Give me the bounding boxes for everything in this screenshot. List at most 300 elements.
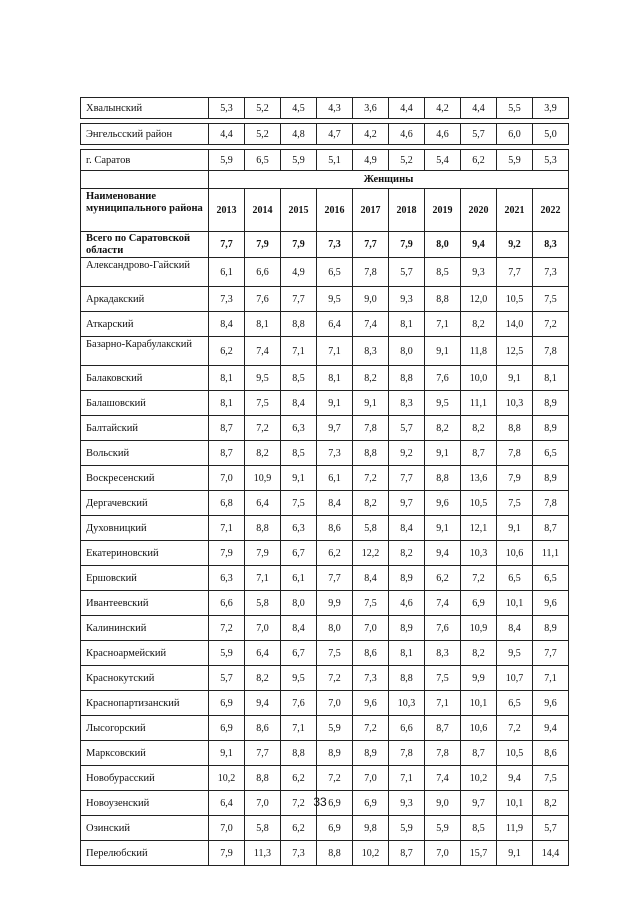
section-row bbox=[81, 171, 569, 189]
value-cell: 6,9 bbox=[317, 816, 353, 841]
value-cell: 6,2 bbox=[281, 816, 317, 841]
table-row bbox=[81, 150, 569, 171]
value-cell: 5,1 bbox=[317, 150, 353, 171]
value-cell: 8,8 bbox=[389, 666, 425, 691]
district-name: Балтайский bbox=[81, 416, 209, 441]
value-cell: 8,9 bbox=[533, 466, 569, 491]
value-cell: 13,6 bbox=[461, 466, 497, 491]
page-number: 33 bbox=[313, 795, 327, 809]
value-cell: 8,7 bbox=[425, 716, 461, 741]
value-cell: 7,4 bbox=[425, 766, 461, 791]
table-women-section bbox=[81, 171, 569, 866]
value-cell: 7,1 bbox=[533, 666, 569, 691]
value-cell: 4,5 bbox=[281, 98, 317, 119]
value-cell: 9,1 bbox=[425, 337, 461, 366]
value-cell: 8,5 bbox=[461, 816, 497, 841]
value-cell: 7,9 bbox=[245, 541, 281, 566]
table-row bbox=[81, 841, 569, 866]
value-cell: 6,7 bbox=[281, 541, 317, 566]
value-cell: 10,0 bbox=[461, 366, 497, 391]
table-row bbox=[81, 124, 569, 145]
value-cell: 6,1 bbox=[317, 466, 353, 491]
value-cell: 6,1 bbox=[281, 566, 317, 591]
value-cell: 6,5 bbox=[533, 441, 569, 466]
total-value: 7,9 bbox=[389, 232, 425, 258]
value-cell: 4,3 bbox=[317, 98, 353, 119]
value-cell: 9,7 bbox=[317, 416, 353, 441]
value-cell: 7,2 bbox=[317, 766, 353, 791]
value-cell: 5,5 bbox=[497, 98, 533, 119]
value-cell: 7,0 bbox=[317, 691, 353, 716]
year-header: 2019 bbox=[425, 189, 461, 232]
value-cell: 5,0 bbox=[533, 124, 569, 145]
value-cell: 7,1 bbox=[317, 337, 353, 366]
value-cell: 6,6 bbox=[389, 716, 425, 741]
value-cell: 8,6 bbox=[353, 641, 389, 666]
value-cell: 6,9 bbox=[461, 591, 497, 616]
value-cell: 6,5 bbox=[497, 691, 533, 716]
value-cell: 7,0 bbox=[425, 841, 461, 866]
value-cell: 9,6 bbox=[533, 591, 569, 616]
value-cell: 9,3 bbox=[389, 287, 425, 312]
value-cell: 6,2 bbox=[317, 541, 353, 566]
value-cell: 7,4 bbox=[245, 337, 281, 366]
value-cell: 8,8 bbox=[281, 312, 317, 337]
value-cell: 10,9 bbox=[245, 466, 281, 491]
table-row bbox=[81, 391, 569, 416]
value-cell: 7,0 bbox=[245, 616, 281, 641]
district-name: Аткарский bbox=[81, 312, 209, 337]
value-cell: 10,2 bbox=[209, 766, 245, 791]
value-cell: 9,5 bbox=[245, 366, 281, 391]
district-name: Лысогорский bbox=[81, 716, 209, 741]
value-cell: 6,5 bbox=[497, 566, 533, 591]
value-cell: 8,5 bbox=[281, 441, 317, 466]
value-cell: 9,2 bbox=[389, 441, 425, 466]
value-cell: 6,9 bbox=[209, 691, 245, 716]
table-row bbox=[81, 287, 569, 312]
district-name: Балашовский bbox=[81, 391, 209, 416]
value-cell: 5,8 bbox=[353, 516, 389, 541]
value-cell: 8,4 bbox=[353, 566, 389, 591]
value-cell: 8,0 bbox=[317, 616, 353, 641]
section-empty-cell bbox=[81, 171, 209, 189]
value-cell: 4,2 bbox=[353, 124, 389, 145]
value-cell: 6,9 bbox=[317, 791, 353, 816]
value-cell: 8,1 bbox=[209, 391, 245, 416]
value-cell: 10,2 bbox=[353, 841, 389, 866]
value-cell: 6,4 bbox=[209, 791, 245, 816]
year-header: 2015 bbox=[281, 189, 317, 232]
district-name: Базарно-Карабулакский bbox=[81, 337, 209, 366]
value-cell: 7,5 bbox=[533, 766, 569, 791]
value-cell: 8,3 bbox=[425, 641, 461, 666]
value-cell: 8,7 bbox=[461, 441, 497, 466]
section-title: Женщины bbox=[209, 171, 569, 189]
value-cell: 9,8 bbox=[353, 816, 389, 841]
value-cell: 7,9 bbox=[209, 541, 245, 566]
district-name: Воскресенский bbox=[81, 466, 209, 491]
value-cell: 6,3 bbox=[281, 416, 317, 441]
value-cell: 7,0 bbox=[245, 791, 281, 816]
value-cell: 9,1 bbox=[425, 516, 461, 541]
value-cell: 6,4 bbox=[245, 491, 281, 516]
value-cell: 8,4 bbox=[497, 616, 533, 641]
value-cell: 8,2 bbox=[461, 641, 497, 666]
district-name: Новоузенский bbox=[81, 791, 209, 816]
value-cell: 5,9 bbox=[209, 150, 245, 171]
table-row bbox=[81, 466, 569, 491]
district-name: Хвалынский bbox=[81, 98, 209, 119]
district-name: Александрово-Гайский bbox=[81, 258, 209, 287]
value-cell: 7,5 bbox=[497, 491, 533, 516]
district-name: Озинский bbox=[81, 816, 209, 841]
value-cell: 7,5 bbox=[353, 591, 389, 616]
table-row bbox=[81, 566, 569, 591]
mortality-table bbox=[80, 97, 569, 866]
value-cell: 5,9 bbox=[209, 641, 245, 666]
value-cell: 14,0 bbox=[497, 312, 533, 337]
value-cell: 8,2 bbox=[461, 312, 497, 337]
value-cell: 10,2 bbox=[461, 766, 497, 791]
value-cell: 10,3 bbox=[497, 391, 533, 416]
value-cell: 9,5 bbox=[317, 287, 353, 312]
value-cell: 8,0 bbox=[389, 337, 425, 366]
value-cell: 6,7 bbox=[281, 641, 317, 666]
value-cell: 6,5 bbox=[245, 150, 281, 171]
value-cell: 7,1 bbox=[389, 766, 425, 791]
value-cell: 8,8 bbox=[425, 466, 461, 491]
value-cell: 7,0 bbox=[209, 466, 245, 491]
value-cell: 8,1 bbox=[389, 312, 425, 337]
table-row bbox=[81, 641, 569, 666]
value-cell: 7,9 bbox=[209, 841, 245, 866]
value-cell: 8,1 bbox=[209, 366, 245, 391]
year-header: 2022 bbox=[533, 189, 569, 232]
value-cell: 9,4 bbox=[497, 766, 533, 791]
header-name-label: Наименование муниципального района bbox=[81, 189, 209, 232]
district-name: Перелюбский bbox=[81, 841, 209, 866]
value-cell: 6,6 bbox=[245, 258, 281, 287]
value-cell: 10,6 bbox=[461, 716, 497, 741]
table-row bbox=[81, 516, 569, 541]
value-cell: 6,4 bbox=[245, 641, 281, 666]
value-cell: 10,1 bbox=[497, 791, 533, 816]
value-cell: 8,4 bbox=[281, 391, 317, 416]
value-cell: 7,5 bbox=[281, 491, 317, 516]
value-cell: 7,5 bbox=[533, 287, 569, 312]
value-cell: 7,9 bbox=[497, 466, 533, 491]
value-cell: 8,3 bbox=[353, 337, 389, 366]
value-cell: 12,1 bbox=[461, 516, 497, 541]
table-row bbox=[81, 416, 569, 441]
value-cell: 8,1 bbox=[245, 312, 281, 337]
value-cell: 8,7 bbox=[389, 841, 425, 866]
value-cell: 8,8 bbox=[389, 366, 425, 391]
value-cell: 8,2 bbox=[245, 666, 281, 691]
value-cell: 9,4 bbox=[245, 691, 281, 716]
value-cell: 6,5 bbox=[533, 566, 569, 591]
table-row bbox=[81, 98, 569, 119]
value-cell: 12,5 bbox=[497, 337, 533, 366]
value-cell: 7,2 bbox=[497, 716, 533, 741]
district-name: Ершовский bbox=[81, 566, 209, 591]
value-cell: 8,2 bbox=[245, 441, 281, 466]
value-cell: 6,9 bbox=[209, 716, 245, 741]
value-cell: 9,3 bbox=[389, 791, 425, 816]
district-name: Дергачевский bbox=[81, 491, 209, 516]
value-cell: 15,7 bbox=[461, 841, 497, 866]
value-cell: 8,9 bbox=[533, 616, 569, 641]
value-cell: 6,3 bbox=[209, 566, 245, 591]
value-cell: 5,7 bbox=[461, 124, 497, 145]
value-cell: 7,3 bbox=[533, 258, 569, 287]
value-cell: 8,2 bbox=[425, 416, 461, 441]
value-cell: 7,1 bbox=[281, 716, 317, 741]
value-cell: 9,7 bbox=[389, 491, 425, 516]
value-cell: 9,5 bbox=[497, 641, 533, 666]
value-cell: 8,7 bbox=[209, 441, 245, 466]
value-cell: 7,8 bbox=[425, 741, 461, 766]
value-cell: 4,4 bbox=[461, 98, 497, 119]
value-cell: 14,4 bbox=[533, 841, 569, 866]
table-row bbox=[81, 312, 569, 337]
value-cell: 7,7 bbox=[317, 566, 353, 591]
value-cell: 6,2 bbox=[461, 150, 497, 171]
value-cell: 9,1 bbox=[353, 391, 389, 416]
value-cell: 7,8 bbox=[389, 741, 425, 766]
value-cell: 4,6 bbox=[425, 124, 461, 145]
value-cell: 4,9 bbox=[353, 150, 389, 171]
district-name: г. Саратов bbox=[81, 150, 209, 171]
value-cell: 5,7 bbox=[209, 666, 245, 691]
value-cell: 10,6 bbox=[497, 541, 533, 566]
value-cell: 7,5 bbox=[317, 641, 353, 666]
value-cell: 8,8 bbox=[281, 741, 317, 766]
value-cell: 9,6 bbox=[425, 491, 461, 516]
value-cell: 7,3 bbox=[317, 441, 353, 466]
value-cell: 6,3 bbox=[281, 516, 317, 541]
year-header: 2014 bbox=[245, 189, 281, 232]
value-cell: 8,7 bbox=[461, 741, 497, 766]
value-cell: 8,5 bbox=[281, 366, 317, 391]
value-cell: 8,3 bbox=[389, 391, 425, 416]
total-value: 7,7 bbox=[353, 232, 389, 258]
value-cell: 9,1 bbox=[425, 441, 461, 466]
table-row bbox=[81, 816, 569, 841]
value-cell: 8,2 bbox=[389, 541, 425, 566]
value-cell: 7,8 bbox=[353, 258, 389, 287]
value-cell: 10,3 bbox=[461, 541, 497, 566]
value-cell: 7,6 bbox=[281, 691, 317, 716]
district-name: Аркадакский bbox=[81, 287, 209, 312]
table-row bbox=[81, 258, 569, 287]
year-header: 2017 bbox=[353, 189, 389, 232]
value-cell: 7,3 bbox=[209, 287, 245, 312]
value-cell: 9,1 bbox=[281, 466, 317, 491]
value-cell: 8,0 bbox=[281, 591, 317, 616]
value-cell: 5,7 bbox=[389, 258, 425, 287]
value-cell: 7,5 bbox=[425, 666, 461, 691]
value-cell: 6,4 bbox=[317, 312, 353, 337]
district-name: Энгельсский район bbox=[81, 124, 209, 145]
value-cell: 7,1 bbox=[425, 312, 461, 337]
value-cell: 10,5 bbox=[497, 741, 533, 766]
value-cell: 7,2 bbox=[461, 566, 497, 591]
value-cell: 9,5 bbox=[425, 391, 461, 416]
value-cell: 7,7 bbox=[497, 258, 533, 287]
total-value: 7,7 bbox=[209, 232, 245, 258]
value-cell: 4,8 bbox=[281, 124, 317, 145]
district-name: Вольский bbox=[81, 441, 209, 466]
total-row bbox=[81, 232, 569, 258]
value-cell: 10,5 bbox=[461, 491, 497, 516]
year-header: 2018 bbox=[389, 189, 425, 232]
total-value: 8,0 bbox=[425, 232, 461, 258]
value-cell: 5,9 bbox=[317, 716, 353, 741]
value-cell: 4,9 bbox=[281, 258, 317, 287]
value-cell: 9,9 bbox=[461, 666, 497, 691]
value-cell: 5,2 bbox=[389, 150, 425, 171]
value-cell: 8,7 bbox=[209, 416, 245, 441]
value-cell: 6,8 bbox=[209, 491, 245, 516]
value-cell: 6,0 bbox=[497, 124, 533, 145]
value-cell: 7,6 bbox=[425, 616, 461, 641]
table-row bbox=[81, 716, 569, 741]
value-cell: 8,6 bbox=[245, 716, 281, 741]
district-name: Калининский bbox=[81, 616, 209, 641]
value-cell: 9,0 bbox=[353, 287, 389, 312]
value-cell: 4,6 bbox=[389, 124, 425, 145]
value-cell: 10,1 bbox=[497, 591, 533, 616]
value-cell: 10,1 bbox=[461, 691, 497, 716]
value-cell: 9,4 bbox=[533, 716, 569, 741]
total-value: 7,3 bbox=[317, 232, 353, 258]
value-cell: 5,8 bbox=[245, 591, 281, 616]
value-cell: 7,4 bbox=[353, 312, 389, 337]
value-cell: 8,8 bbox=[497, 416, 533, 441]
total-value: 8,3 bbox=[533, 232, 569, 258]
value-cell: 7,7 bbox=[389, 466, 425, 491]
value-cell: 11,9 bbox=[497, 816, 533, 841]
value-cell: 8,1 bbox=[533, 366, 569, 391]
value-cell: 8,2 bbox=[461, 416, 497, 441]
district-name: Краснопартизанский bbox=[81, 691, 209, 716]
value-cell: 8,2 bbox=[353, 366, 389, 391]
value-cell: 5,3 bbox=[209, 98, 245, 119]
value-cell: 8,8 bbox=[425, 287, 461, 312]
value-cell: 9,1 bbox=[497, 366, 533, 391]
value-cell: 7,4 bbox=[425, 591, 461, 616]
value-cell: 8,2 bbox=[353, 491, 389, 516]
value-cell: 5,8 bbox=[245, 816, 281, 841]
value-cell: 9,9 bbox=[317, 591, 353, 616]
value-cell: 5,3 bbox=[533, 150, 569, 171]
value-cell: 10,7 bbox=[497, 666, 533, 691]
value-cell: 5,4 bbox=[425, 150, 461, 171]
value-cell: 7,7 bbox=[245, 741, 281, 766]
value-cell: 8,1 bbox=[317, 366, 353, 391]
value-cell: 7,8 bbox=[533, 491, 569, 516]
district-name: Новобурасский bbox=[81, 766, 209, 791]
value-cell: 11,1 bbox=[461, 391, 497, 416]
table-row bbox=[81, 766, 569, 791]
value-cell: 8,6 bbox=[317, 516, 353, 541]
value-cell: 4,4 bbox=[389, 98, 425, 119]
value-cell: 8,9 bbox=[317, 741, 353, 766]
value-cell: 7,8 bbox=[353, 416, 389, 441]
value-cell: 8,4 bbox=[209, 312, 245, 337]
total-value: 7,9 bbox=[245, 232, 281, 258]
value-cell: 9,1 bbox=[209, 741, 245, 766]
value-cell: 7,2 bbox=[353, 466, 389, 491]
table-row bbox=[81, 691, 569, 716]
value-cell: 4,4 bbox=[209, 124, 245, 145]
table-row bbox=[81, 616, 569, 641]
value-cell: 5,2 bbox=[245, 98, 281, 119]
value-cell: 9,6 bbox=[353, 691, 389, 716]
value-cell: 6,2 bbox=[209, 337, 245, 366]
value-cell: 8,9 bbox=[533, 416, 569, 441]
value-cell: 9,5 bbox=[281, 666, 317, 691]
value-cell: 6,2 bbox=[425, 566, 461, 591]
value-cell: 8,7 bbox=[533, 516, 569, 541]
value-cell: 9,4 bbox=[425, 541, 461, 566]
value-cell: 8,5 bbox=[425, 258, 461, 287]
value-cell: 3,9 bbox=[533, 98, 569, 119]
value-cell: 10,5 bbox=[497, 287, 533, 312]
table-row bbox=[81, 741, 569, 766]
value-cell: 7,3 bbox=[281, 841, 317, 866]
table-row bbox=[81, 491, 569, 516]
total-name: Всего по Саратовской области bbox=[81, 232, 209, 258]
value-cell: 10,9 bbox=[461, 616, 497, 641]
value-cell: 8,2 bbox=[533, 791, 569, 816]
value-cell: 8,4 bbox=[389, 516, 425, 541]
value-cell: 7,2 bbox=[281, 791, 317, 816]
value-cell: 5,9 bbox=[425, 816, 461, 841]
value-cell: 7,5 bbox=[245, 391, 281, 416]
district-name: Духовницкий bbox=[81, 516, 209, 541]
district-name: Екатериновский bbox=[81, 541, 209, 566]
value-cell: 12,2 bbox=[353, 541, 389, 566]
value-cell: 8,9 bbox=[389, 616, 425, 641]
district-name: Ивантеевский bbox=[81, 591, 209, 616]
value-cell: 5,7 bbox=[533, 816, 569, 841]
value-cell: 5,9 bbox=[281, 150, 317, 171]
value-cell: 7,1 bbox=[425, 691, 461, 716]
value-cell: 10,3 bbox=[389, 691, 425, 716]
value-cell: 7,7 bbox=[281, 287, 317, 312]
value-cell: 6,1 bbox=[209, 258, 245, 287]
value-cell: 9,3 bbox=[461, 258, 497, 287]
table-top-rows bbox=[81, 98, 569, 171]
value-cell: 5,7 bbox=[389, 416, 425, 441]
value-cell: 8,8 bbox=[245, 516, 281, 541]
value-cell: 6,9 bbox=[353, 791, 389, 816]
value-cell: 8,4 bbox=[281, 616, 317, 641]
value-cell: 9,1 bbox=[497, 516, 533, 541]
table-row bbox=[81, 366, 569, 391]
value-cell: 7,0 bbox=[353, 616, 389, 641]
value-cell: 7,2 bbox=[209, 616, 245, 641]
value-cell: 7,8 bbox=[497, 441, 533, 466]
value-cell: 8,8 bbox=[245, 766, 281, 791]
table-row bbox=[81, 441, 569, 466]
value-cell: 6,5 bbox=[317, 258, 353, 287]
total-value: 9,4 bbox=[461, 232, 497, 258]
value-cell: 11,1 bbox=[533, 541, 569, 566]
